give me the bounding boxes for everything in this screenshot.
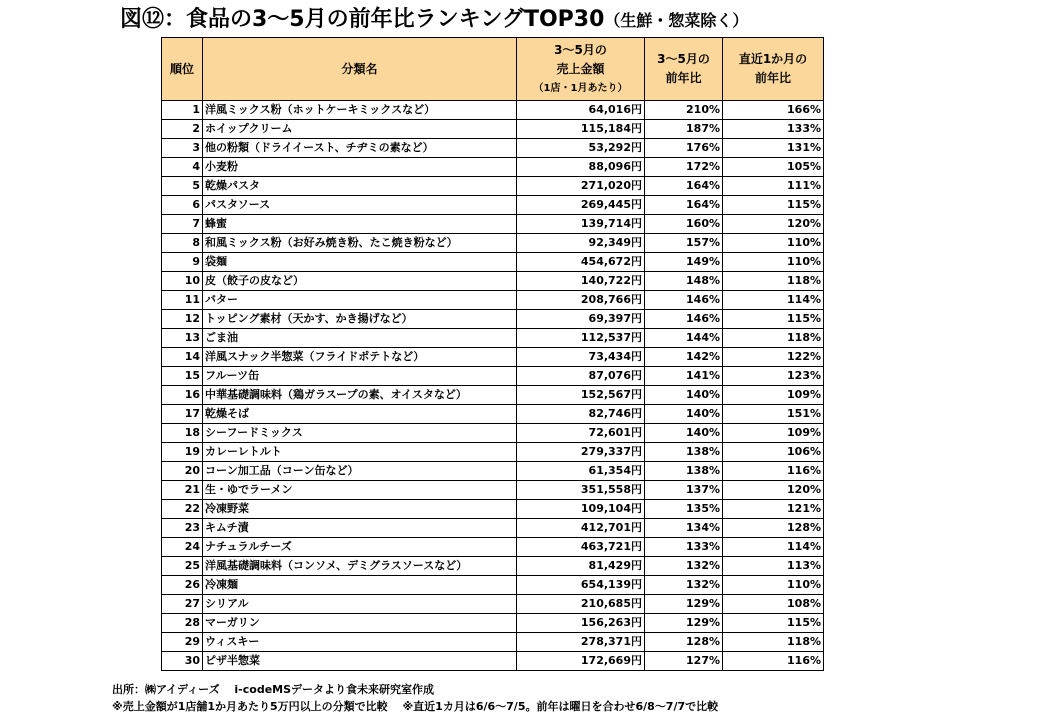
category-name-cell: バター <box>203 291 517 310</box>
rank-cell: 29 <box>162 633 203 652</box>
sales-cell: 278,371円 <box>517 633 645 652</box>
header-yoy-line2: 前年比 <box>665 71 702 85</box>
rank-cell: 24 <box>162 538 203 557</box>
recent-yoy-cell: 120% <box>723 481 824 500</box>
rank-cell: 25 <box>162 557 203 576</box>
recent-yoy-cell: 110% <box>723 234 824 253</box>
category-name-cell: マーガリン <box>203 614 517 633</box>
recent-yoy-cell: 166% <box>723 101 824 120</box>
source-note: 出所：㈱アイディーズ i-codeMSデータより食未来研究室作成 <box>112 683 435 696</box>
comparison-note: ※売上金額が1店舗1か月あたり5万円以上の分類で比較 ※直近1カ月は6/6～7/5。前年は曜日を合わせ6/8～7/7で比較 <box>112 700 719 713</box>
sales-cell: 210,685円 <box>517 595 645 614</box>
table-row <box>162 633 824 652</box>
table-row <box>162 215 824 234</box>
recent-yoy-cell: 133% <box>723 120 824 139</box>
recent-yoy-cell: 118% <box>723 633 824 652</box>
yoy-cell: 135% <box>645 500 723 519</box>
rank-cell: 17 <box>162 405 203 424</box>
category-name-cell: キムチ漬 <box>203 519 517 538</box>
table-row <box>162 177 824 196</box>
rank-cell: 27 <box>162 595 203 614</box>
ranking-table <box>161 37 824 671</box>
recent-yoy-cell: 118% <box>723 272 824 291</box>
yoy-cell: 138% <box>645 462 723 481</box>
yoy-cell: 129% <box>645 595 723 614</box>
table-row <box>162 348 824 367</box>
category-name-cell: 袋麺 <box>203 253 517 272</box>
category-name-cell: 皮（餃子の皮など） <box>203 272 517 291</box>
recent-yoy-cell: 115% <box>723 196 824 215</box>
table-row <box>162 443 824 462</box>
yoy-cell: 187% <box>645 120 723 139</box>
sales-cell: 271,020円 <box>517 177 645 196</box>
sales-cell: 109,104円 <box>517 500 645 519</box>
table-row <box>162 253 824 272</box>
recent-yoy-cell: 151% <box>723 405 824 424</box>
yoy-cell: 164% <box>645 177 723 196</box>
rank-cell: 16 <box>162 386 203 405</box>
table-body <box>162 101 824 671</box>
rank-cell: 8 <box>162 234 203 253</box>
table-row <box>162 595 824 614</box>
table-row <box>162 272 824 291</box>
category-name-cell: 洋風ミックス粉（ホットケーキミックスなど） <box>203 101 517 120</box>
sales-cell: 351,558円 <box>517 481 645 500</box>
table-row <box>162 139 824 158</box>
category-name-cell: ウィスキー <box>203 633 517 652</box>
sales-cell: 92,349円 <box>517 234 645 253</box>
sales-cell: 463,721円 <box>517 538 645 557</box>
recent-yoy-cell: 106% <box>723 443 824 462</box>
category-name-cell: ピザ半惣菜 <box>203 652 517 671</box>
category-name-cell: ナチュラルチーズ <box>203 538 517 557</box>
sales-cell: 654,139円 <box>517 576 645 595</box>
rank-cell: 9 <box>162 253 203 272</box>
sales-cell: 115,184円 <box>517 120 645 139</box>
rank-cell: 15 <box>162 367 203 386</box>
sales-cell: 81,429円 <box>517 557 645 576</box>
category-name-cell: 生・ゆでラーメン <box>203 481 517 500</box>
table-row <box>162 291 824 310</box>
recent-yoy-cell: 131% <box>723 139 824 158</box>
recent-yoy-cell: 116% <box>723 652 824 671</box>
rank-cell: 4 <box>162 158 203 177</box>
yoy-cell: 132% <box>645 576 723 595</box>
rank-cell: 26 <box>162 576 203 595</box>
category-name-cell: ごま油 <box>203 329 517 348</box>
recent-yoy-cell: 109% <box>723 386 824 405</box>
table-row <box>162 538 824 557</box>
rank-cell: 21 <box>162 481 203 500</box>
category-name-cell: ホイップクリーム <box>203 120 517 139</box>
yoy-cell: 164% <box>645 196 723 215</box>
table-row <box>162 557 824 576</box>
category-name-cell: 洋風スナック半惣菜（フライドポテトなど） <box>203 348 517 367</box>
title-main: 図⑫：食品の3～5月の前年比ランキングTOP30 <box>120 7 605 32</box>
rank-cell: 28 <box>162 614 203 633</box>
category-name-cell: トッピング素材（天かす、かき揚げなど） <box>203 310 517 329</box>
header-yoy-line1: 3～5月の <box>657 52 710 66</box>
category-name-cell: 中華基礎調味料（鶏ガラスープの素、オイスタなど） <box>203 386 517 405</box>
recent-yoy-cell: 123% <box>723 367 824 386</box>
recent-yoy-cell: 109% <box>723 424 824 443</box>
recent-yoy-cell: 105% <box>723 158 824 177</box>
yoy-cell: 160% <box>645 215 723 234</box>
yoy-cell: 128% <box>645 633 723 652</box>
yoy-cell: 127% <box>645 652 723 671</box>
table-row <box>162 329 824 348</box>
yoy-cell: 129% <box>645 614 723 633</box>
sales-cell: 112,537円 <box>517 329 645 348</box>
table-row <box>162 481 824 500</box>
recent-yoy-cell: 108% <box>723 595 824 614</box>
category-name-cell: 洋風基礎調味料（コンソメ、デミグラスソースなど） <box>203 557 517 576</box>
header-sales-line1: 3～5月の <box>554 42 607 57</box>
table-row <box>162 614 824 633</box>
category-name-cell: 蜂蜜 <box>203 215 517 234</box>
yoy-cell: 148% <box>645 272 723 291</box>
yoy-cell: 140% <box>645 386 723 405</box>
table-header-row <box>162 38 824 101</box>
yoy-cell: 172% <box>645 158 723 177</box>
rank-cell: 12 <box>162 310 203 329</box>
table-row <box>162 158 824 177</box>
sales-cell: 61,354円 <box>517 462 645 481</box>
sales-cell: 208,766円 <box>517 291 645 310</box>
sales-cell: 172,669円 <box>517 652 645 671</box>
rank-cell: 10 <box>162 272 203 291</box>
table-row <box>162 386 824 405</box>
rank-cell: 5 <box>162 177 203 196</box>
table-row <box>162 101 824 120</box>
recent-yoy-cell: 120% <box>723 215 824 234</box>
rank-cell: 20 <box>162 462 203 481</box>
rank-cell: 2 <box>162 120 203 139</box>
header-sales-line2: 売上金額 <box>556 61 605 76</box>
yoy-cell: 146% <box>645 291 723 310</box>
table-row <box>162 462 824 481</box>
recent-yoy-cell: 114% <box>723 538 824 557</box>
yoy-cell: 140% <box>645 405 723 424</box>
rank-cell: 14 <box>162 348 203 367</box>
sales-cell: 279,337円 <box>517 443 645 462</box>
sales-cell: 139,714円 <box>517 215 645 234</box>
rank-cell: 30 <box>162 652 203 671</box>
yoy-cell: 133% <box>645 538 723 557</box>
category-name-cell: 冷凍野菜 <box>203 500 517 519</box>
sales-cell: 72,601円 <box>517 424 645 443</box>
header-rank: 順位 <box>162 38 203 101</box>
recent-yoy-cell: 122% <box>723 348 824 367</box>
table-row <box>162 424 824 443</box>
yoy-cell: 134% <box>645 519 723 538</box>
header-recent-line1: 直近1か月の <box>738 52 808 66</box>
rank-cell: 7 <box>162 215 203 234</box>
rank-cell: 13 <box>162 329 203 348</box>
recent-yoy-cell: 110% <box>723 576 824 595</box>
sales-cell: 64,016円 <box>517 101 645 120</box>
header-sales <box>517 38 645 101</box>
table-row <box>162 652 824 671</box>
recent-yoy-cell: 111% <box>723 177 824 196</box>
sales-cell: 269,445円 <box>517 196 645 215</box>
header-sales-line3: （1店・1月あたり） <box>533 82 628 94</box>
table-row <box>162 405 824 424</box>
page-title <box>120 4 748 36</box>
yoy-cell: 144% <box>645 329 723 348</box>
yoy-cell: 140% <box>645 424 723 443</box>
sales-cell: 53,292円 <box>517 139 645 158</box>
header-recent <box>723 38 824 101</box>
recent-yoy-cell: 128% <box>723 519 824 538</box>
yoy-cell: 210% <box>645 101 723 120</box>
table-row <box>162 196 824 215</box>
sales-cell: 140,722円 <box>517 272 645 291</box>
header-yoy <box>645 38 723 101</box>
sales-cell: 88,096円 <box>517 158 645 177</box>
recent-yoy-cell: 118% <box>723 329 824 348</box>
category-name-cell: シリアル <box>203 595 517 614</box>
table-row <box>162 500 824 519</box>
recent-yoy-cell: 116% <box>723 462 824 481</box>
sales-cell: 73,434円 <box>517 348 645 367</box>
table-row <box>162 576 824 595</box>
category-name-cell: カレーレトルト <box>203 443 517 462</box>
rank-cell: 19 <box>162 443 203 462</box>
rank-cell: 22 <box>162 500 203 519</box>
recent-yoy-cell: 113% <box>723 557 824 576</box>
yoy-cell: 157% <box>645 234 723 253</box>
category-name-cell: 冷凍麺 <box>203 576 517 595</box>
category-name-cell: パスタソース <box>203 196 517 215</box>
rank-cell: 6 <box>162 196 203 215</box>
yoy-cell: 146% <box>645 310 723 329</box>
header-recent-line2: 前年比 <box>754 71 791 85</box>
rank-cell: 3 <box>162 139 203 158</box>
sales-cell: 69,397円 <box>517 310 645 329</box>
table-row <box>162 519 824 538</box>
category-name-cell: 乾燥そば <box>203 405 517 424</box>
yoy-cell: 132% <box>645 557 723 576</box>
header-category: 分類名 <box>203 38 517 101</box>
yoy-cell: 142% <box>645 348 723 367</box>
sales-cell: 82,746円 <box>517 405 645 424</box>
table-row <box>162 310 824 329</box>
sales-cell: 412,701円 <box>517 519 645 538</box>
sales-cell: 152,567円 <box>517 386 645 405</box>
yoy-cell: 176% <box>645 139 723 158</box>
category-name-cell: 和風ミックス粉（お好み焼き粉、たこ焼き粉など） <box>203 234 517 253</box>
category-name-cell: 小麦粉 <box>203 158 517 177</box>
category-name-cell: 乾燥パスタ <box>203 177 517 196</box>
category-name-cell: コーン加工品（コーン缶など） <box>203 462 517 481</box>
yoy-cell: 137% <box>645 481 723 500</box>
table-row <box>162 367 824 386</box>
footnotes <box>112 681 718 715</box>
recent-yoy-cell: 115% <box>723 310 824 329</box>
table-row <box>162 234 824 253</box>
yoy-cell: 149% <box>645 253 723 272</box>
rank-cell: 11 <box>162 291 203 310</box>
rank-cell: 18 <box>162 424 203 443</box>
yoy-cell: 141% <box>645 367 723 386</box>
recent-yoy-cell: 114% <box>723 291 824 310</box>
category-name-cell: フルーツ缶 <box>203 367 517 386</box>
yoy-cell: 138% <box>645 443 723 462</box>
category-name-cell: シーフードミックス <box>203 424 517 443</box>
sales-cell: 87,076円 <box>517 367 645 386</box>
recent-yoy-cell: 121% <box>723 500 824 519</box>
rank-cell: 23 <box>162 519 203 538</box>
rank-cell: 1 <box>162 101 203 120</box>
table-row <box>162 120 824 139</box>
recent-yoy-cell: 110% <box>723 253 824 272</box>
sales-cell: 156,263円 <box>517 614 645 633</box>
sales-cell: 454,672円 <box>517 253 645 272</box>
title-sub: （生鮮・惣菜除く） <box>604 11 749 30</box>
recent-yoy-cell: 115% <box>723 614 824 633</box>
category-name-cell: 他の粉類（ドライイースト、チヂミの素など） <box>203 139 517 158</box>
